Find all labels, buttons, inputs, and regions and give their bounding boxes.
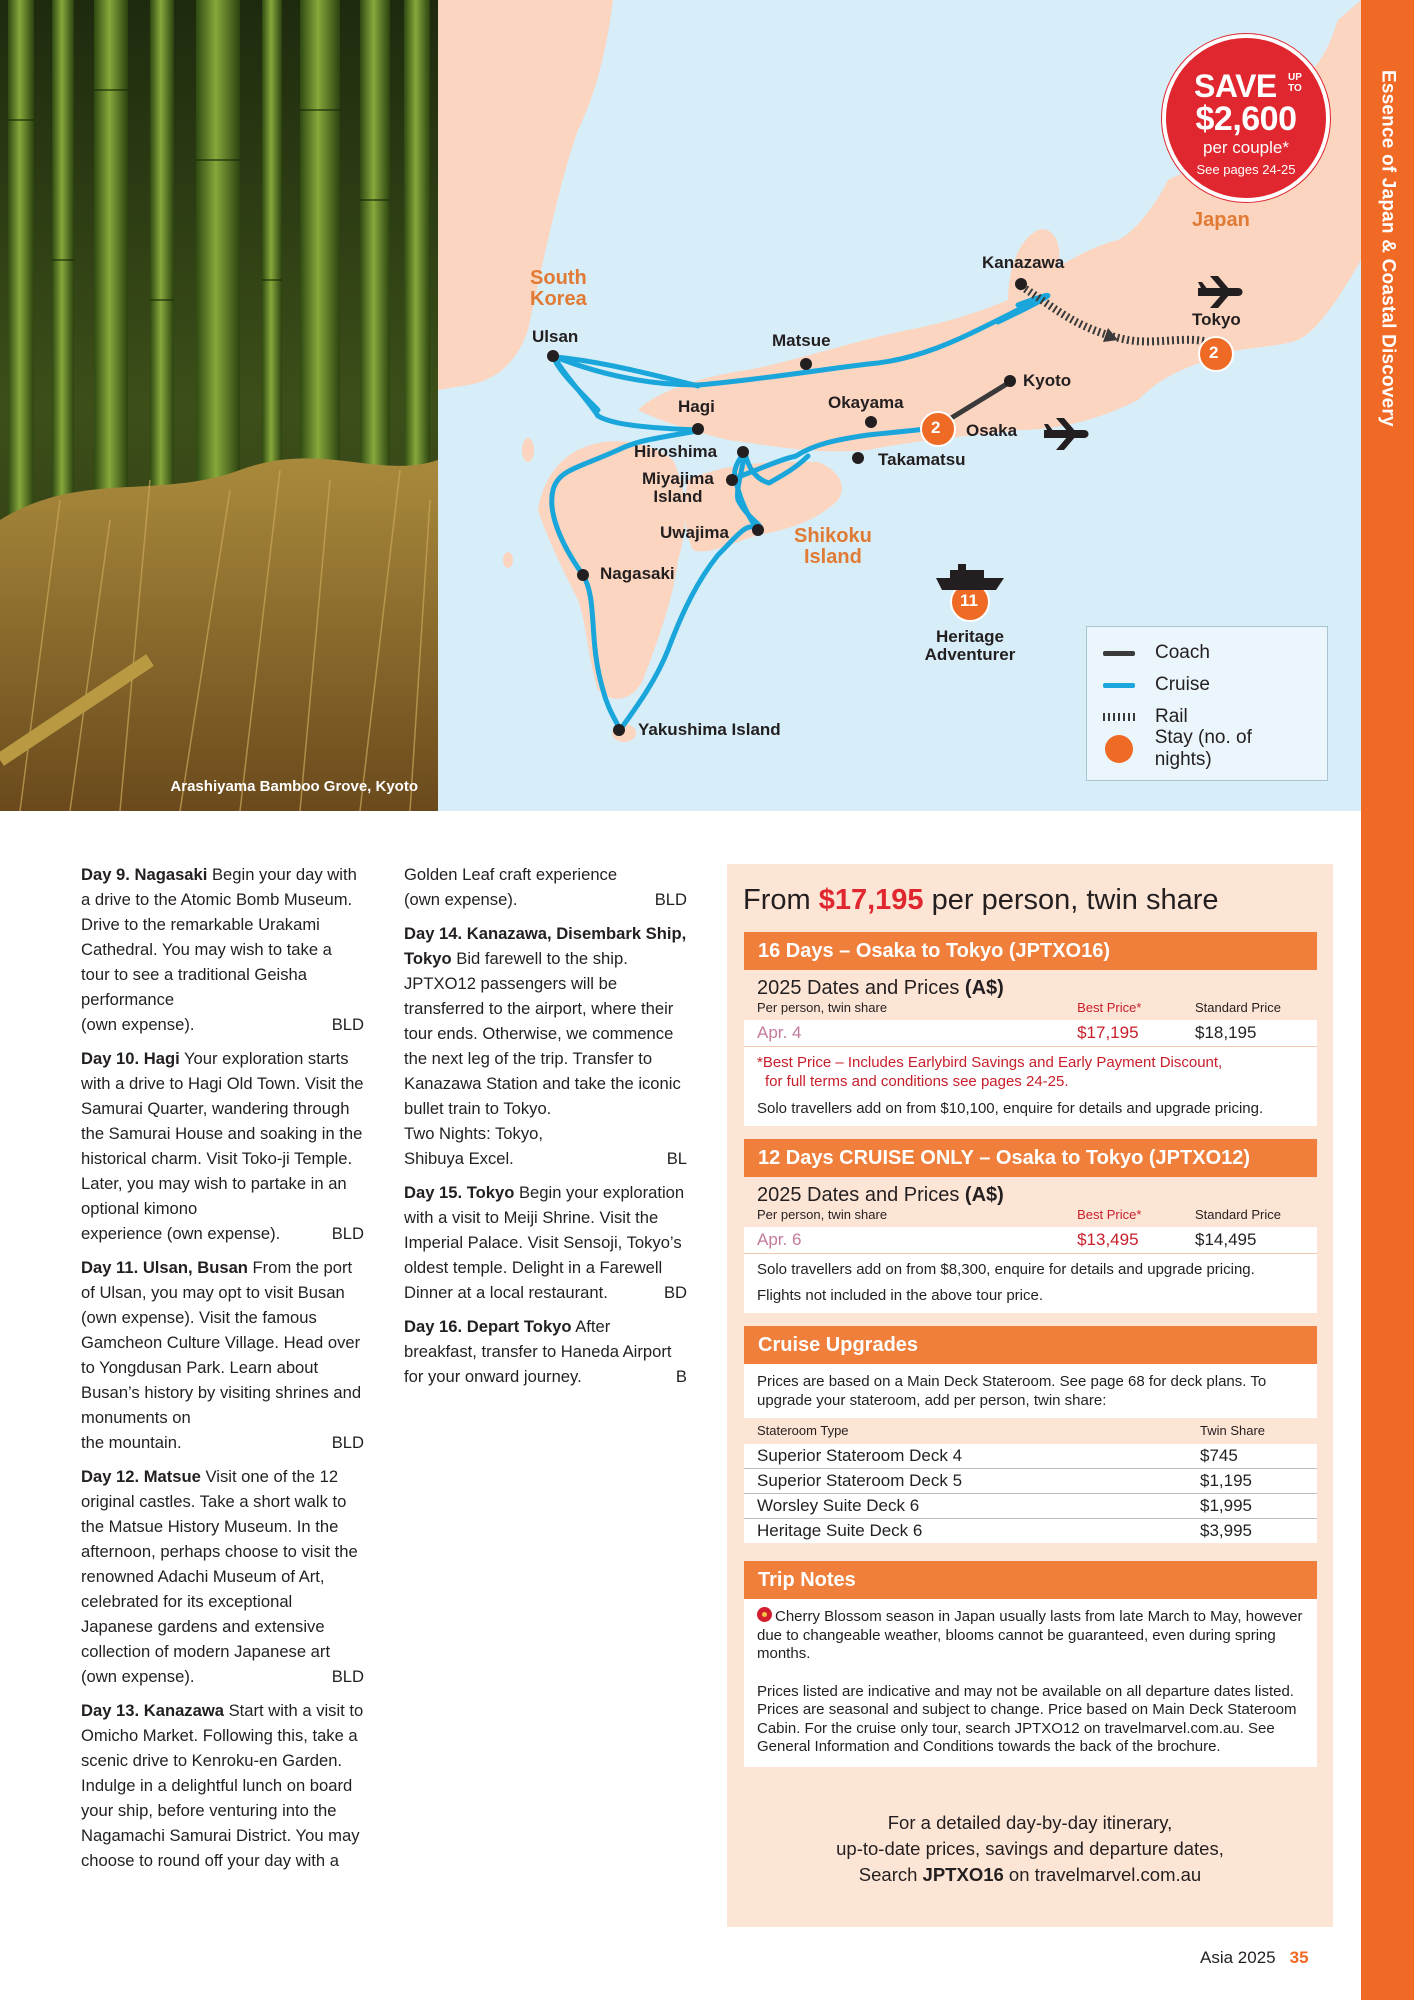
tour-16-notes: *Best Price – Includes Earlybird Savings and Early Payment Discount, for full terms and conditions see pages 24-25. Solo travellers add on from $10,100, enquire for details and upgrade pricing.	[744, 1046, 1317, 1126]
trip-notes-card	[744, 1561, 1317, 1767]
day-13-continued: Golden Leaf craft experience (own expense). BLD	[404, 862, 687, 912]
tour-12-title: 12 Days CRUISE ONLY – Osaka to Tokyo (JPTXO12)	[744, 1139, 1317, 1177]
tour-12-card: 12 Days CRUISE ONLY – Osaka to Tokyo (JPTXO12) 2025 Dates and Prices (A$) Per person, twin share Best Price* Standard Price Apr. 6 $13,495 $14,495 Solo travellers add on from $8,300, enquire for details and upgrade pricing. Flights not included in the above tour price.	[744, 1139, 1317, 1313]
dot-ulsan	[547, 350, 559, 362]
bamboo-photo	[0, 0, 438, 811]
label-nagasaki: Nagasaki	[600, 564, 675, 583]
trip-note-cherry-blossom: Cherry Blossom season in Japan usually lasts from late March to May, however due to changeable weather, blooms cannot be guaranteed, even during spring months.	[757, 1608, 1303, 1662]
meal-code: BLD	[331, 1667, 364, 1686]
bamboo-illustration	[0, 0, 438, 811]
day-10: Day 10. Hagi Your exploration starts with a drive to Hagi Old Town. Visit the Samurai Quarter, wandering through the Samurai House and soaking in the historical charm. Visit Toko-ji Temple. Later, you may wish to partake in an optional kimono experience (own expense). BLD	[81, 1046, 364, 1246]
call-to-action: For a detailed day-by-day itinerary, up-to-date prices, savings and departure dates, Search JPTXO16 on travelmarvel.com.au	[836, 1812, 1224, 1885]
dot-hagi	[692, 423, 704, 435]
region-japan: Japan	[1192, 209, 1250, 231]
rail-line-icon	[1103, 713, 1135, 721]
upgrade-row: Worsley Suite Deck 6 $1,995	[744, 1494, 1317, 1519]
upgrade-table-header: Stateroom Type Twin Share	[744, 1418, 1317, 1444]
from-price-headline: From $17,195 per person, twin share	[743, 884, 1219, 916]
label-takamatsu: Takamatsu	[878, 450, 966, 469]
side-title: Essence of Japan & Coastal Discovery	[1377, 70, 1399, 427]
label-tokyo: Tokyo	[1192, 310, 1241, 329]
date-row: Apr. 6 $13,495 $14,495	[757, 1230, 1257, 1249]
side-strip	[1361, 0, 1414, 2000]
label-miyajima: Miyajima Island	[642, 469, 714, 506]
stay-number-osaka: 2	[931, 418, 941, 437]
footer-label: Asia 2025	[1200, 1948, 1276, 1967]
meal-code: B	[675, 1367, 687, 1386]
dot-uwajima	[752, 524, 764, 536]
ship-icon	[936, 564, 1004, 590]
label-hagi: Hagi	[678, 397, 715, 416]
dot-matsue	[800, 358, 812, 370]
dot-yakushima	[613, 724, 625, 736]
upgrade-row: Superior Stateroom Deck 5 $1,195	[744, 1469, 1317, 1494]
upgrade-row: Heritage Suite Deck 6 $3,995	[757, 1521, 1252, 1540]
map-legend	[1086, 626, 1328, 781]
pricing-panel	[727, 864, 1333, 1927]
day-14: Day 14. Kanazawa, Disembark Ship, Tokyo Bid farewell to the ship. JPTXO12 passengers will be transferred to the airport, where their tour ends. Otherwise, we commence the next leg of the trip. Transfer to Kanazawa Station and take the iconic bullet train to Tokyo. Two Nights: Tokyo, Shibuya Excel. BL	[404, 921, 687, 1171]
upgrade-row: Superior Stateroom Deck 4 $745	[744, 1444, 1317, 1469]
korea-landmass	[438, 0, 613, 390]
coach-line-icon	[1103, 651, 1135, 656]
save-badge	[1162, 34, 1330, 202]
day-12: Day 12. Matsue Visit one of the 12 original castles. Take a short walk to the Matsue History Museum. In the afternoon, perhaps choose to visit the renowned Adachi Museum of Art, celebrated for its exceptional Japanese gardens and extensive collection of modern Japanese art (own expense). BLD	[81, 1464, 364, 1689]
meal-code: BLD	[331, 1433, 364, 1452]
dot-takamatsu	[852, 452, 864, 464]
page-footer	[1200, 1948, 1309, 1968]
meal-code: BLD	[331, 1224, 364, 1243]
dot-nagasaki	[577, 569, 589, 581]
legend-cruise: Cruise	[1101, 669, 1313, 701]
day-13: Day 13. Kanazawa Start with a visit to Omicho Market. Following this, take a scenic drive to Kenroku-en Garden. Indulge in a delightful lunch on board your ship, before venturing into the Nagamachi Samurai District. You may choose to round off your day with a	[81, 1701, 364, 1870]
save-up-to: UP TO	[1288, 72, 1302, 94]
label-kanazawa: Kanazawa	[982, 253, 1065, 272]
dates-title: 2025 Dates and Prices (A$)	[757, 977, 1004, 999]
dot-kanazawa	[1015, 278, 1027, 290]
save-per-couple: per couple*	[1202, 138, 1289, 157]
meal-code: BLD	[654, 890, 687, 909]
day-9: Day 9. Nagasaki Begin your day with a drive to the Atomic Bomb Museum. Drive to the remarkable Urakami Cathedral. You may wish to take a tour to see a traditional Geisha performance (own expense). BLD	[81, 862, 364, 1037]
label-ship: Heritage Adventurer	[924, 627, 1016, 664]
legend-stay: Stay (no. of nights)	[1101, 733, 1313, 765]
trip-note-prices: Prices listed are indicative and may not be available on all departure dates listed. Prices are seasonal and subject to change. Price based on Main Deck Stateroom Cabin. For the cruise only tour, search JPTXO12 on travelmarvel.com.au. See General Information and Conditions towards the back of the brochure.	[757, 1682, 1297, 1755]
itinerary-column-1	[81, 862, 364, 1882]
dot-miyajima	[726, 474, 738, 486]
cruise-line-icon	[1103, 683, 1135, 688]
stay-number-tokyo: 2	[1209, 343, 1219, 362]
save-see-pages: See pages 24-25	[1196, 162, 1296, 177]
dates-title: 2025 Dates and Prices (A$)	[757, 1184, 1004, 1206]
photo-caption: Arashiyama Bamboo Grove, Kyoto	[170, 778, 418, 795]
label-yakushima: Yakushima Island	[638, 720, 781, 739]
cruise-upgrades-intro: Prices are based on a Main Deck Stateroom. See page 68 for deck plans. To upgrade your stateroom, add per person, twin share:	[757, 1373, 1267, 1409]
label-hiroshima: Hiroshima	[634, 442, 718, 461]
label-okayama: Okayama	[828, 393, 904, 412]
dot-hiroshima	[737, 446, 749, 458]
date-row: Apr. 4 $17,195 $18,195	[757, 1023, 1257, 1042]
stay-circle-icon	[1105, 735, 1133, 763]
day-15: Day 15. Tokyo Begin your exploration with a visit to Meiji Shrine. Visit the Imperial Palace. Visit Sensoji, Tokyo’s oldest temple. Delight in a Farewell Dinner at a local restaurant. BD	[404, 1180, 687, 1305]
label-uwajima: Uwajima	[660, 523, 729, 542]
save-amount: $2,600	[1195, 100, 1297, 138]
meal-code: BL	[666, 1149, 687, 1168]
page-number: 35	[1289, 1948, 1309, 1967]
cruise-upgrades-card	[744, 1326, 1317, 1543]
tour-16-title: 16 Days – Osaka to Tokyo (JPTXO16)	[744, 932, 1317, 970]
tour-16-card: 16 Days – Osaka to Tokyo (JPTXO16) 2025 Dates and Prices (A$) Per person, twin share Best Price* Standard Price Apr. 4 $17,195 $18,195 *Best Price – Includes Earlybird Savings and Early Payment Discount, for full terms and conditions see pages 24-25. Solo travellers add on from $10,100, enquire for details and upgrade pricing.	[744, 932, 1317, 1126]
stay-number-ship: 11	[960, 591, 978, 610]
label-matsue: Matsue	[772, 331, 831, 350]
dot-okayama	[865, 416, 877, 428]
itinerary-column-2	[404, 862, 687, 1398]
trip-notes-title: Trip Notes	[744, 1561, 1317, 1599]
label-kyoto: Kyoto	[1023, 371, 1072, 390]
label-ulsan: Ulsan	[532, 327, 579, 346]
day-11: Day 11. Ulsan, Busan From the port of Ulsan, you may opt to visit Busan (own expense). Visit the famous Gamcheon Culture Village. Head over to Yongdusan Park. Learn about Busan’s history by visiting shrines and monuments on the mountain. BLD	[81, 1255, 364, 1455]
legend-coach: Coach	[1101, 637, 1313, 669]
cruise-upgrades-title: Cruise Upgrades	[744, 1326, 1317, 1364]
day-16: Day 16. Depart Tokyo After breakfast, transfer to Haneda Airport for your onward journey. B	[404, 1314, 687, 1389]
from-price: $17,195	[818, 884, 924, 916]
tour-12-notes: Solo travellers add on from $8,300, enquire for details and upgrade pricing. Flights not included in the above tour price.	[744, 1253, 1317, 1313]
dot-kyoto	[1004, 375, 1016, 387]
region-south-korea: South Korea	[530, 267, 587, 310]
label-osaka: Osaka	[966, 421, 1018, 440]
meal-code: BD	[663, 1283, 687, 1302]
save-word: SAVE	[1194, 68, 1277, 104]
cherry-blossom-icon	[757, 1607, 772, 1622]
meal-code: BLD	[331, 1015, 364, 1034]
region-shikoku: Shikoku Island	[794, 525, 872, 568]
legend-rail: Rail	[1101, 701, 1313, 733]
